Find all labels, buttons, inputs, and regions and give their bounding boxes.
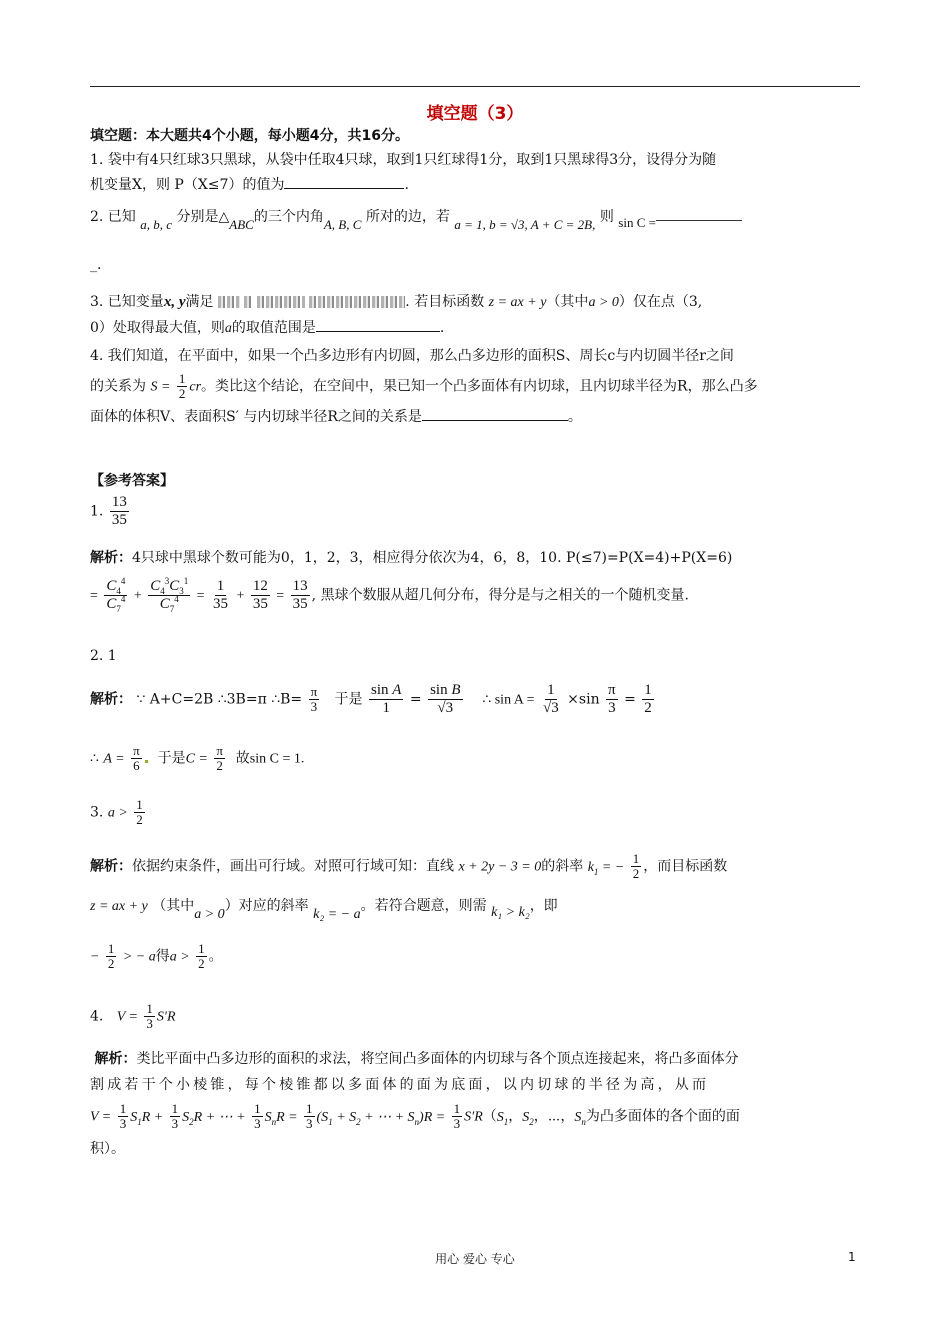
question-4-line3	[90, 406, 860, 427]
question-2-condition: a = 1, b = √3, A + C = 2B,	[454, 217, 596, 232]
question-2-sides: a, b, c	[140, 217, 173, 232]
answer-1-exp-text: 4只球中黑球个数可能为0，1，2，3，相应得分依次为4，6，8，10. P(≤7)=P(X=4)+P(X=6)	[132, 550, 733, 566]
answer-1	[90, 494, 860, 529]
question-3-text-b: . 若目标函数	[405, 294, 485, 310]
constraint-image	[244, 296, 252, 308]
answer-3-text-b: 的斜率	[541, 858, 584, 875]
section-label: 填空题：	[90, 128, 146, 144]
answer-1-value: $\frac{13}{35}$	[111, 494, 127, 528]
answer-2-text-g: sin C = 1.	[249, 751, 305, 767]
question-3-function: z = ax + y	[488, 295, 547, 310]
answer-3-slope: k₂ = − a	[313, 907, 361, 922]
question-2-angles: A, B, C	[323, 217, 362, 232]
answer-3-text-c: ，而目标函数	[643, 858, 728, 875]
answer-4-label: 4.	[90, 1008, 104, 1025]
answer-3-explanation: 解析：依据约束条件，画出可行域。对照可行域可知：直线 x + 2y − 3 = 0的斜率 $k_1$ = − $\frac{1}{2}$ ，而目标函数 z = ax + y （其中a > 0）对应的斜率 k₂ = − a。若符合题意，则需 k₁ > k₂，即 − $\frac{1}{2}$ > − a得a > $\frac{1}{2}$ 。	[90, 851, 728, 971]
fraction-half: $\frac{1}{2}$	[178, 371, 186, 401]
answer-3-text-a: 依据约束条件，画出可行域。对照可行域可知：直线	[132, 858, 454, 875]
page-number: 1	[848, 1250, 856, 1264]
answer-2-text-a: ∵ A+C=2B ∴3B=π ∴B=	[136, 691, 303, 708]
question-3-text-d: ）仅在点（3,	[618, 294, 703, 310]
answer-2-text-b: 于是	[334, 691, 363, 708]
answer-2-text-c: ∴ sin A =	[482, 692, 535, 708]
question-3-text-f: 的取值范围是	[231, 320, 316, 336]
section-instructions: 本大题共4个小题，每小题4分，共16分。	[146, 128, 409, 144]
answer-2-text-e: 于是	[157, 750, 186, 767]
question-4-formula-cr: cr	[189, 379, 202, 395]
answer-4: 4. V = $\frac{1}{3}$ S′R	[90, 1001, 176, 1031]
answers-heading: 【参考答案】	[90, 473, 174, 489]
section-intro	[90, 126, 860, 146]
answer-4-exp-label: 解析：	[94, 1051, 137, 1067]
question-2-prefix: 2. 已知	[90, 209, 136, 225]
question-1-text: 机变量X，则 P（X≤7）的值为	[90, 177, 285, 193]
question-4	[90, 346, 860, 427]
question-2-tail: _.	[90, 257, 102, 273]
question-2	[90, 206, 860, 275]
answer-blank-3	[316, 317, 440, 332]
answer-2-conclusion: ∴ A = $\frac{\pi}{6}$ 于是C = $\frac{\pi}{2}$ 故sin C = 1.	[90, 743, 305, 773]
footer-slogan: 用心 爱心 专心	[435, 1252, 515, 1266]
answer-4-text-b: 割成若干个小棱锥，每个棱锥都以多面体的面为底面，以内切球的半径为高，从而	[90, 1077, 710, 1093]
answer-3-text-h: 得	[155, 948, 170, 965]
question-3-vars: x, y	[163, 294, 186, 310]
answer-3-line-eq: x + 2y − 3 = 0	[458, 859, 542, 875]
question-3-condition: a > 0	[588, 295, 619, 310]
question-3-prefix: 3. 已知变量	[90, 294, 164, 310]
question-4-text-a: 的关系为	[90, 378, 146, 395]
question-1	[90, 150, 860, 195]
question-4-end: 。	[567, 409, 582, 425]
question-4-line1: 4. 我们知道，在平面中，如果一个凸多边形有内切圆，那么凸多边形的面积S、周长c与内切圆半径r之间	[90, 348, 734, 364]
question-3-text-c: （其中	[546, 294, 589, 310]
answer-1-explanation	[90, 548, 860, 613]
answer-2-label: 2. 1	[90, 648, 117, 664]
answer-3-exp-label: 解析：	[90, 858, 132, 875]
answer-3-text-f: 。若符合题意，则需	[360, 898, 487, 914]
answer-1-label: 1.	[90, 503, 104, 520]
constraint-image	[257, 296, 305, 308]
question-3-text-a: 满足	[185, 294, 214, 310]
answer-2-explanation: 解析： ∵ A+C=2B ∴3B=π ∴B= $\frac{\pi}{3}$ 于是 $\frac{\text{sin A}}{1}$ = $\frac{\text{sin B}}{√3}$ ∴ sin A = $\frac{1}{√3}$ ×sin $\frac{\pi}{3}$ = $\frac{1}{2}$	[90, 682, 652, 716]
question-3-end: .	[439, 320, 445, 336]
question-2-target: sin C =	[618, 215, 656, 230]
question-2-then: 则	[599, 209, 614, 225]
answer-3-text-g: ，即	[529, 898, 558, 914]
question-1-line1: 1. 袋中有4只红球3只黑球，从袋中任取4只球，取到1只红球得1分，取到1只黑球得3分，设得分为随	[90, 152, 717, 168]
answer-blank-1	[284, 174, 404, 189]
answer-4-text-d: 积）。	[90, 1141, 125, 1157]
question-3-line1	[90, 292, 860, 313]
answer-3-end: 。	[208, 948, 223, 965]
question-3-avar: a	[224, 321, 232, 336]
answer-3-text-d: （其中	[152, 898, 195, 914]
question-4-text-c: 面体的体积V、表面积S′ 与内切球半径R之间的关系是	[90, 409, 422, 425]
question-2-triangle: ABC	[229, 217, 254, 232]
answer-blank-2	[656, 206, 742, 221]
question-1-line2: 机变量X，则 P（X≤7）的值为 .	[90, 174, 860, 195]
answer-blank-4	[422, 406, 568, 421]
question-3	[90, 292, 860, 339]
answer-4-formula: V = $\frac{1}{3}$ $S_1R$ + $\frac{1}{3}$ $S_2R$ + ⋯ + $\frac{1}{3}$ $S_nR$ = $\frac{1}{3}$ ($S_1 + S_2$ + ⋯ + $S_n)R$ = $\frac{1}{3}$ $S'R(S_1$，$S_2$，⋯，$S_n$为凸多面体的各个面的面	[90, 1101, 740, 1131]
question-2-text-a: 分别是△	[176, 209, 230, 225]
answer-4-explanation	[90, 1046, 860, 1162]
question-4-line2	[90, 372, 860, 400]
constraint-image	[309, 296, 405, 308]
answer-2-text-d: ∴	[90, 750, 99, 767]
answer-3-text-e: ）对应的斜率	[224, 898, 309, 914]
answer-1-exp-label: 解析：	[90, 550, 132, 566]
answer-4-text-c: 为凸多面体的各个面的面	[585, 1108, 740, 1125]
answer-3-cond: a > 0	[194, 907, 225, 922]
question-4-formula-s: S =	[150, 379, 171, 395]
page-title: 填空题（3）	[426, 104, 524, 124]
answer-2-text-f: 故	[235, 750, 250, 767]
constraint-image	[218, 296, 240, 308]
question-3-text-e: 0）处取得最大值，则	[90, 320, 225, 336]
answer-1-formula: = $\frac{C_4^4}{C_7^4}$ + $\frac{C_4^3C_3^1}{C_7^4}$ = $\frac{1}{35}$ + $\frac{12}{35}$ = $\frac{13}{35}$ , 黑球个数服从超几何分布，得分是与之相关的一个随机变量.	[90, 576, 690, 614]
answer-3-label: 3.	[90, 804, 104, 821]
question-3-line2	[90, 317, 860, 339]
question-2-text-c: 所对的边，若	[365, 209, 450, 225]
answer-4-text-a: 类比平面中凸多边形的面积的求法，将空间凸多面体的内切球与各个顶点连接起来，将凸多面体分	[136, 1051, 739, 1067]
question-2-text-b: 的三个内角	[253, 209, 324, 225]
question-4-text-b: 。类比这个结论，在空间中，果已知一个凸多面体有内切球，且内切球半径为R，那么凸多	[201, 378, 758, 395]
answer-1-exp-tail: 黑球个数服从超几何分布，得分是与之相关的一个随机变量.	[320, 587, 690, 604]
answer-3-inequality: k₁ > k₂	[491, 905, 530, 920]
answer-3: 3. a > $\frac{1}{2}$	[90, 797, 143, 827]
answer-3-function: z = ax + y	[90, 899, 148, 914]
answer-2-exp-label: 解析：	[90, 691, 132, 708]
header-rule	[90, 86, 860, 87]
